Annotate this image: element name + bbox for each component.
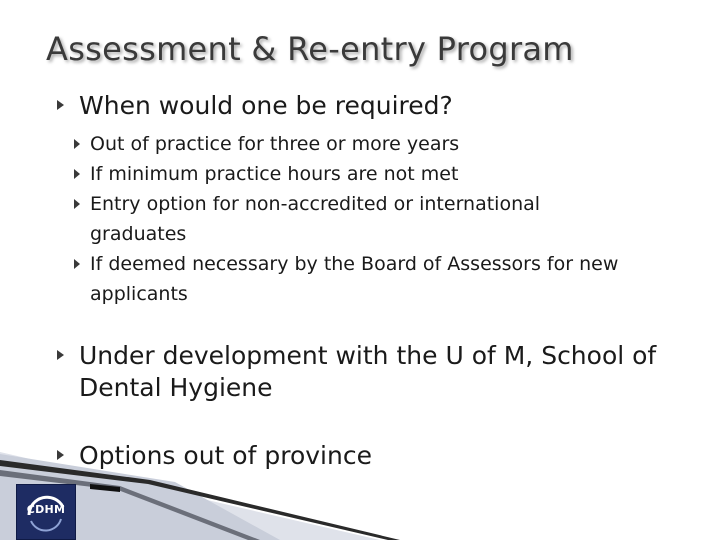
sub-bullet-text: Out of practice for three or more years [90,133,460,155]
bullet-arrow-icon [57,350,64,360]
bullet-arrow-icon [74,139,80,149]
bullet-text: When would one be required? [79,91,453,120]
bullet-under-development [57,340,699,404]
sub-bullet-text: If minimum practice hours are not met [90,163,459,185]
sub-bullet-entry-option [74,189,630,249]
bullet-arrow-icon [74,169,80,179]
bullet-arrow-icon [57,100,64,110]
bullet-arrow-icon [74,199,80,209]
cdhm-logo [16,484,76,540]
sub-bullet-minimum-hours [74,159,670,189]
bullet-when-required [57,90,699,122]
sub-bullet-text: Entry option for non-accredited or international graduates [90,193,541,245]
bullet-arrow-icon [74,259,80,269]
slide-title: Assessment & Re-entry Program [46,30,574,68]
bullet-text: Options out of province [79,441,372,470]
logo-text: CDHM [26,503,66,516]
sub-bullet-text: If deemed necessary by the Board of Assessors for new applicants [90,253,619,305]
bullet-text: Under development with the U of M, School of Dental Hygiene [79,341,657,402]
sub-bullet-board-of-assessors [74,249,665,309]
sub-bullet-out-of-practice [74,129,670,159]
